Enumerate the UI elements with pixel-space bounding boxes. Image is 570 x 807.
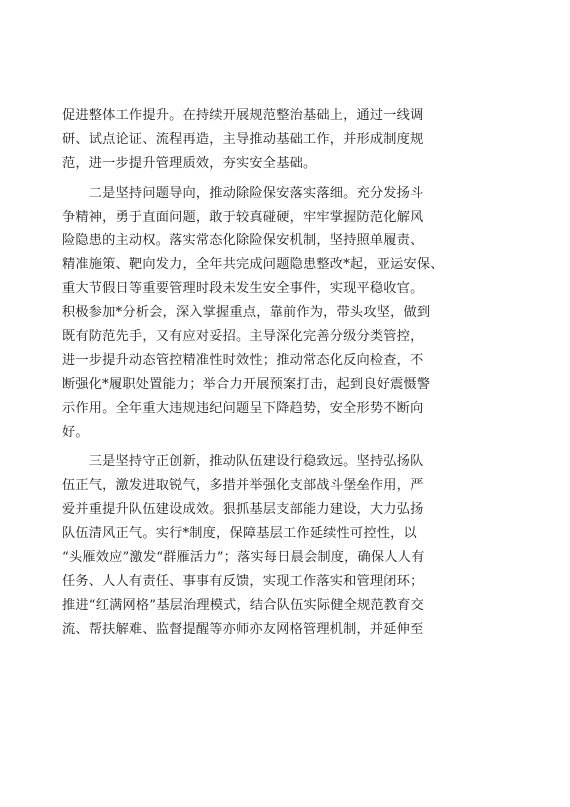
text-line: 精准施策、靶向发力，全年共完成问题隐患整改*起，亚运安保、 — [62, 257, 444, 273]
text-line: 三是坚持守正创新，推动队伍建设行稳致远。坚持弘扬队 — [62, 454, 424, 470]
text-line: 研、试点论证、流程再造，主导推动基础工作，并形成制度规 — [62, 131, 424, 147]
text-line: 险隐患的主动权。落实常态化除险保安机制，坚持照单履责、 — [62, 233, 424, 249]
text-line: 二是坚持问题导向，推动除险保安落实落细。充分发扬斗 — [62, 185, 424, 201]
text-line: 断强化*履职处置能力；举合力开展预案打击，起到良好震慑警 — [62, 376, 431, 392]
text-line: 推进“红满网格”基层治理模式，结合队伍实际健全规范教育交 — [62, 597, 424, 613]
text-line: 示作用。全年重大违规违纪问题呈下降趋势，安全形势不断向 — [62, 400, 424, 416]
text-line: 既有防范先手，又有应对妥招。主导深化完善分级分类管控， — [62, 329, 424, 345]
paragraph-2 — [62, 182, 522, 445]
text-line: 范，进一步提升管理质效，夯实安全基础。 — [62, 155, 317, 171]
paragraph-1 — [62, 104, 522, 176]
text-line: 进一步提升动态管控精准性时效性；推动常态化反向检查，不 — [62, 352, 424, 368]
text-line: 好。 — [62, 424, 89, 440]
text-line: 伍正气，激发进取锐气，多措并举强化支部战斗堡垒作用，严 — [62, 478, 424, 494]
text-line: 任务、人人有责任、事事有反馈，实现工作落实和管理闭环； — [62, 573, 424, 589]
text-line: 重大节假日等重要管理时段未发生安全事件，实现平稳收官。 — [62, 281, 424, 297]
text-line: 流、帮扶解难、监督提醒等亦师亦友网格管理机制，并延伸至 — [62, 621, 424, 637]
text-line: 促进整体工作提升。在持续开展规范整治基础上，通过一线调 — [62, 108, 424, 123]
document-body — [62, 104, 522, 642]
paragraph-3 — [62, 450, 522, 641]
text-line: 积极参加*分析会，深入掌握重点，靠前作为，带头攻坚，做到 — [62, 305, 431, 321]
text-line: 队伍清风正气。实行*制度，保障基层工作延续性可控性，以 — [62, 526, 417, 542]
text-line: 争精神，勇于直面问题，敢于较真碰硬，牢牢掌握防范化解风 — [62, 209, 424, 225]
text-line: 爱并重提升队伍建设成效。狠抓基层支部能力建设，大力弘扬 — [62, 502, 424, 518]
text-line: “头雁效应”激发“群雁活力”；落实每日晨会制度，确保人人有 — [62, 550, 425, 566]
